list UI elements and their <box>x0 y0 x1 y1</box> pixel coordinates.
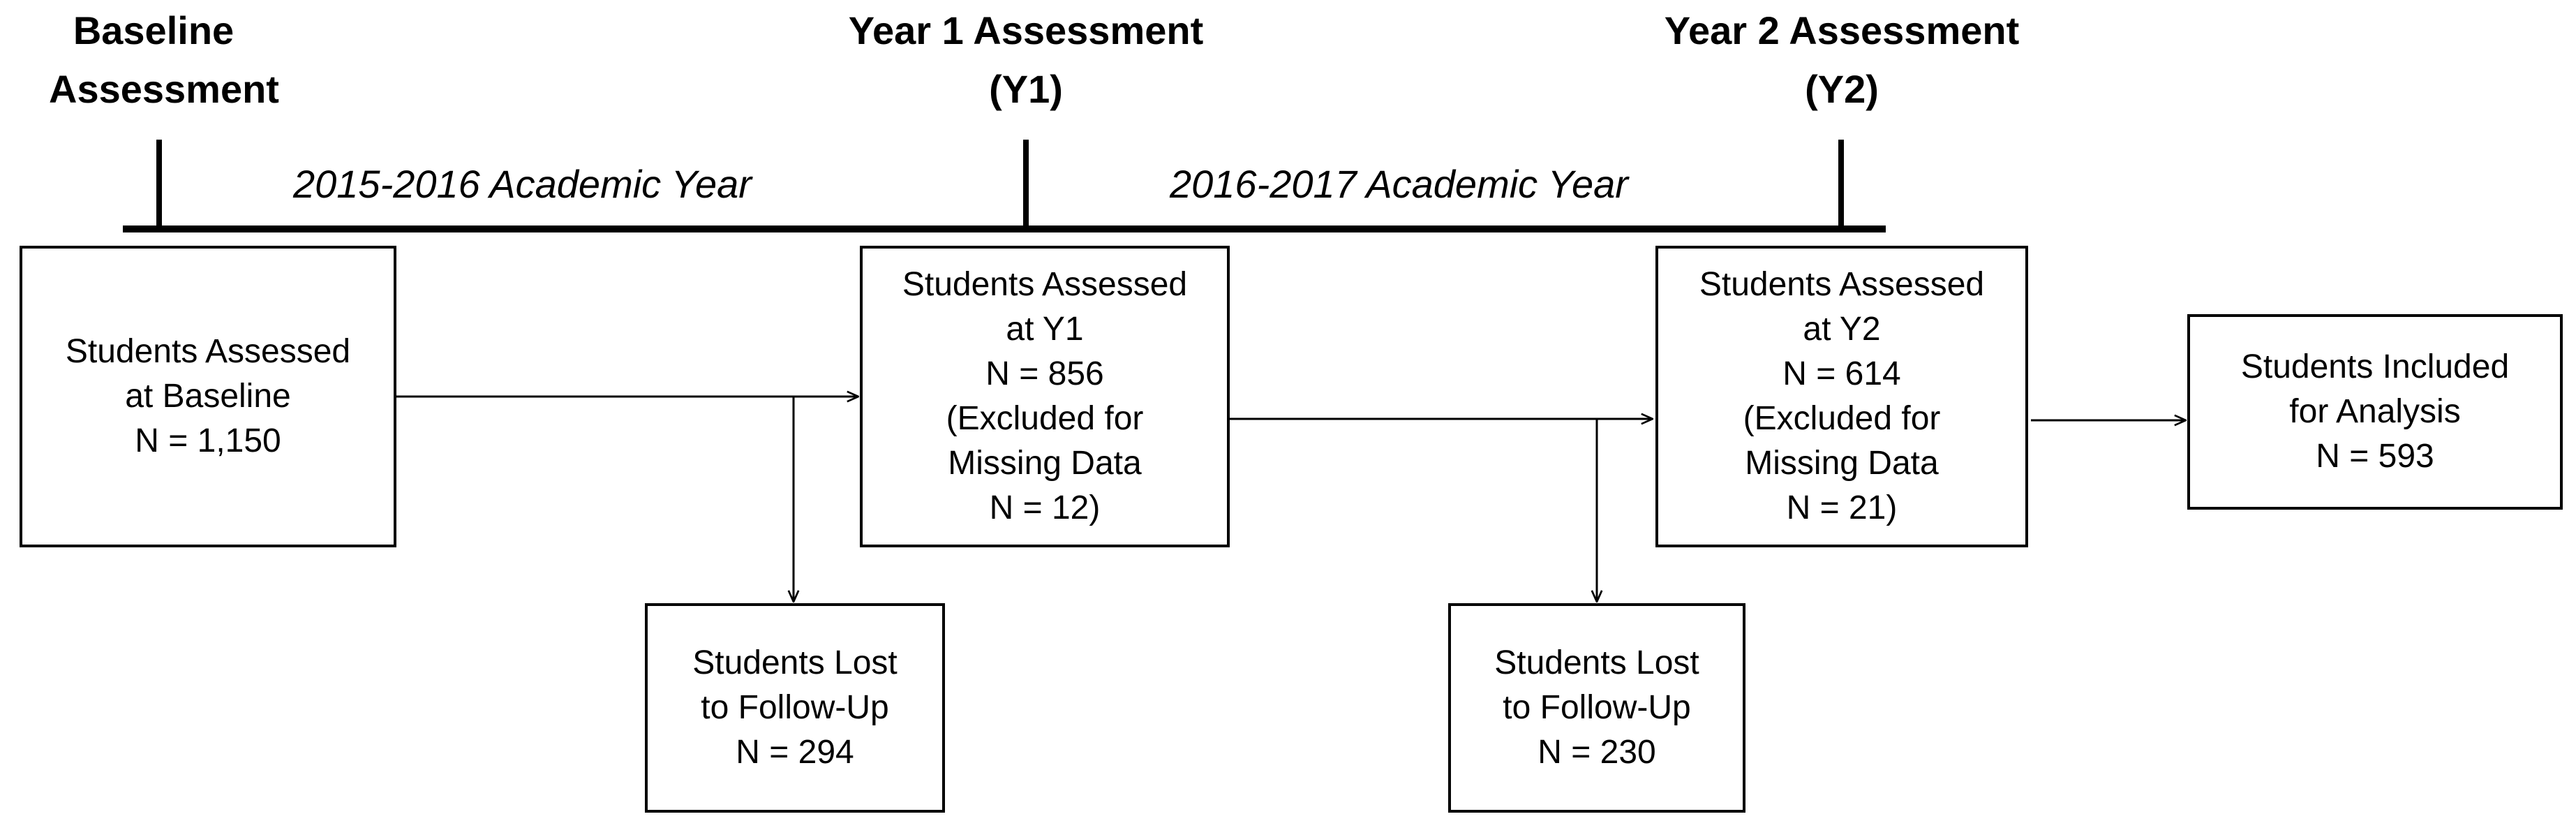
box-lost1-line-1: Students Lost <box>692 644 898 681</box>
box-analysis-line-1: Students Included <box>2240 348 2510 385</box>
box-baseline-line-2: at Baseline <box>125 378 291 415</box>
box-y1-line-4: (Excluded for <box>946 400 1144 437</box>
box-y2-assessed <box>1655 246 2028 547</box>
box-y1-line-6: N = 12) <box>989 489 1101 526</box>
box-y1-line-5: Missing Data <box>948 445 1142 482</box>
box-y1-line-1: Students Assessed <box>902 266 1188 303</box>
box-y2-line-4: (Excluded for <box>1743 400 1941 437</box>
box-y2-line-2: at Y2 <box>1803 311 1881 348</box>
year2-heading-line-1: Year 2 Assessment <box>1664 8 2020 52</box>
year2-heading-line-2: (Y2) <box>1805 67 1879 111</box>
baseline-heading-line-2: Assessment <box>49 67 279 111</box>
box-baseline-line-3: N = 1,150 <box>135 422 281 459</box>
box-lost-to-follow-up-y1 <box>645 603 945 813</box>
box-y2-line-5: Missing Data <box>1745 445 1939 482</box>
box-lost-to-follow-up-y2 <box>1448 603 1745 813</box>
box-lost2-line-1: Students Lost <box>1494 644 1699 681</box>
box-baseline-assessed <box>20 246 396 547</box>
year1-heading-line-1: Year 1 Assessment <box>848 8 1204 52</box>
baseline-heading-line-1: Baseline <box>73 8 234 52</box>
box-lost2-line-2: to Follow-Up <box>1503 689 1691 726</box>
period-2015-2016-label: 2015-2016 Academic Year <box>293 162 752 206</box>
box-lost1-line-2: to Follow-Up <box>701 689 889 726</box>
box-lost2-line-3: N = 230 <box>1538 734 1656 771</box>
box-y1-line-2: at Y1 <box>1006 311 1084 348</box>
box-lost1-line-3: N = 294 <box>736 734 854 771</box>
box-y1-assessed <box>860 246 1230 547</box>
box-analysis-line-2: for Analysis <box>2289 393 2461 430</box>
box-analysis-line-3: N = 593 <box>2316 438 2434 475</box>
box-included-for-analysis <box>2187 314 2563 510</box>
year1-heading-line-2: (Y1) <box>989 67 1063 111</box>
period-2016-2017-label: 2016-2017 Academic Year <box>1170 162 1628 206</box>
box-y2-line-6: N = 21) <box>1786 489 1898 526</box>
box-y2-line-1: Students Assessed <box>1699 266 1985 303</box>
box-baseline-line-1: Students Assessed <box>65 333 351 370</box>
box-y2-line-3: N = 614 <box>1782 355 1901 392</box>
box-y1-line-3: N = 856 <box>985 355 1104 392</box>
